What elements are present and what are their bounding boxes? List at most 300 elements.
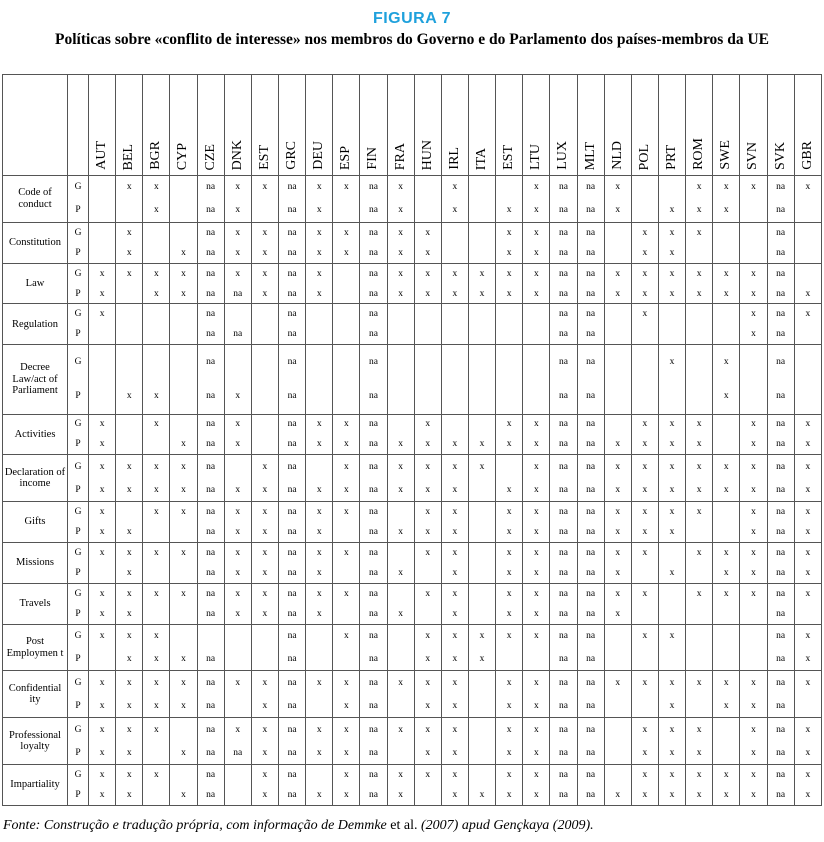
- parliament-value: [713, 434, 739, 454]
- value-cell: [658, 455, 685, 502]
- government-value: [605, 415, 631, 435]
- parliament-value: na: [368, 205, 378, 216]
- value-cell: [713, 304, 740, 345]
- parliament-value: x: [696, 288, 702, 299]
- parliament-value: na: [776, 484, 786, 495]
- parliament-value: [605, 741, 631, 764]
- policy-row: [3, 502, 822, 543]
- parliament-value: x: [235, 608, 241, 619]
- value-cell: [523, 765, 550, 806]
- value-cell: [604, 304, 631, 345]
- parliament-value: na: [776, 439, 786, 450]
- value-cell: [143, 671, 170, 718]
- country-label: GBR: [799, 141, 815, 170]
- government-value: x: [533, 724, 539, 735]
- government-value: [442, 415, 468, 435]
- parliament-value: na: [776, 700, 786, 711]
- parliament-value: x: [452, 608, 458, 619]
- parliament-value: na: [368, 484, 378, 495]
- parliament-value: x: [642, 484, 648, 495]
- government-value: x: [751, 182, 756, 193]
- country-label: ITA: [474, 147, 490, 170]
- value-cell: [143, 222, 170, 263]
- value-cell: [306, 176, 333, 223]
- value-cell: [143, 304, 170, 345]
- government-value: x: [723, 461, 729, 472]
- parliament-value: x: [669, 288, 675, 299]
- country-label: FRA: [392, 142, 408, 170]
- government-value: x: [669, 227, 675, 238]
- value-cell: [251, 671, 278, 718]
- government-marker: G: [74, 724, 82, 735]
- parliament-value: [469, 604, 495, 624]
- figure-title: Políticas sobre «conflito de interesse» nos membros do Governo e do Parlamento dos países-membros da UE: [55, 31, 769, 48]
- row-label: Professional loyalty: [3, 718, 68, 765]
- policy-row: [3, 671, 822, 718]
- country-label: DNK: [229, 139, 245, 170]
- value-cell: [89, 455, 116, 502]
- parliament-value: [469, 563, 495, 583]
- parliament-value: x: [506, 567, 512, 578]
- parliament-value: x: [126, 608, 132, 619]
- parliament-value: [170, 563, 196, 583]
- government-value: x: [669, 419, 675, 430]
- government-value: na: [206, 588, 216, 599]
- government-value: x: [398, 182, 403, 193]
- parliament-value: na: [776, 790, 786, 801]
- value-cell: [496, 414, 523, 455]
- government-value: x: [425, 724, 431, 735]
- government-value: x: [425, 588, 431, 599]
- government-value: x: [99, 309, 105, 320]
- value-cell: [170, 765, 197, 806]
- value-cell: [414, 718, 441, 765]
- value-cell: [550, 414, 577, 455]
- value-cell: [333, 671, 360, 718]
- value-cell: [767, 583, 794, 624]
- parliament-value: na: [558, 567, 568, 578]
- value-cell: [360, 455, 387, 502]
- government-value: na: [558, 182, 568, 193]
- value-cell: [170, 345, 197, 414]
- government-value: [306, 455, 332, 478]
- value-cell: [658, 304, 685, 345]
- government-value: x: [153, 588, 159, 599]
- government-value: x: [343, 631, 349, 642]
- value-cell: [740, 542, 767, 583]
- value-cell: [116, 414, 143, 455]
- value-cell: [306, 455, 333, 502]
- value-cell: [550, 542, 577, 583]
- gp-cell: [68, 414, 89, 455]
- government-value: [740, 345, 766, 379]
- government-value: [306, 304, 332, 324]
- parliament-value: x: [126, 247, 132, 258]
- parliament-value: x: [181, 484, 186, 495]
- parliament-value: x: [805, 653, 811, 664]
- government-value: na: [558, 227, 568, 238]
- row-label: Code of conduct: [3, 176, 68, 223]
- value-cell: [143, 455, 170, 502]
- parliament-value: x: [452, 484, 458, 495]
- value-cell: [496, 718, 523, 765]
- government-value: x: [262, 724, 268, 735]
- parliament-value: [170, 199, 196, 222]
- value-cell: [116, 455, 143, 502]
- parliament-value: [632, 379, 658, 413]
- parliament-value: na: [206, 205, 216, 216]
- government-value: x: [615, 677, 621, 688]
- parliament-value: x: [126, 790, 132, 801]
- parliament-value: x: [805, 439, 811, 450]
- parliament-value: na: [233, 747, 243, 758]
- parliament-value: na: [558, 391, 568, 402]
- parliament-marker: P: [75, 653, 81, 664]
- parliament-value: na: [776, 329, 786, 340]
- parliament-value: [333, 284, 359, 304]
- parliament-value: x: [316, 790, 322, 801]
- parliament-value: [795, 379, 821, 413]
- value-cell: [794, 671, 821, 718]
- parliament-value: [740, 199, 766, 222]
- parliament-value: na: [776, 527, 786, 538]
- parliament-value: na: [368, 247, 378, 258]
- parliament-value: na: [558, 747, 568, 758]
- value-cell: [306, 345, 333, 414]
- parliament-value: x: [533, 205, 539, 216]
- government-value: [415, 345, 441, 379]
- government-value: x: [723, 770, 729, 781]
- government-value: na: [776, 419, 786, 430]
- value-cell: [713, 583, 740, 624]
- value-cell: [713, 176, 740, 223]
- government-value: [170, 765, 196, 785]
- government-value: x: [316, 227, 322, 238]
- government-value: na: [287, 588, 297, 599]
- value-cell: [197, 671, 224, 718]
- value-cell: [197, 263, 224, 304]
- government-value: [659, 176, 685, 199]
- parliament-value: [252, 324, 278, 344]
- parliament-value: [632, 604, 658, 624]
- government-value: na: [368, 309, 378, 320]
- value-cell: [713, 542, 740, 583]
- government-value: x: [506, 724, 512, 735]
- value-cell: [441, 542, 468, 583]
- government-value: [306, 765, 332, 785]
- value-cell: [767, 176, 794, 223]
- government-value: x: [343, 507, 349, 518]
- government-value: na: [558, 677, 568, 688]
- parliament-value: x: [642, 439, 648, 450]
- parliament-marker: P: [75, 329, 81, 340]
- value-cell: [89, 624, 116, 671]
- government-value: [143, 223, 169, 243]
- government-value: na: [287, 309, 297, 320]
- parliament-value: x: [126, 391, 132, 402]
- government-value: x: [153, 677, 159, 688]
- policy-row: [3, 542, 822, 583]
- parliament-value: x: [126, 700, 132, 711]
- government-value: x: [642, 547, 648, 558]
- parliament-value: x: [696, 790, 702, 801]
- country-header: [658, 75, 685, 176]
- parliament-value: x: [235, 439, 241, 450]
- government-value: x: [751, 770, 756, 781]
- government-value: x: [751, 588, 756, 599]
- value-cell: [658, 414, 685, 455]
- government-value: x: [235, 507, 241, 518]
- parliament-value: x: [181, 700, 186, 711]
- government-value: [225, 345, 251, 379]
- government-value: x: [506, 631, 512, 642]
- gp-cell: [68, 718, 89, 765]
- government-value: x: [615, 507, 621, 518]
- parliament-value: x: [751, 567, 756, 578]
- parliament-value: [686, 324, 712, 344]
- policy-row: [3, 304, 822, 345]
- government-value: na: [368, 770, 378, 781]
- government-value: x: [99, 507, 105, 518]
- value-cell: [767, 624, 794, 671]
- gp-cell: [68, 304, 89, 345]
- government-value: x: [751, 724, 756, 735]
- government-value: x: [696, 547, 702, 558]
- value-cell: [278, 176, 305, 223]
- value-cell: [496, 345, 523, 414]
- government-value: [170, 223, 196, 243]
- value-cell: [631, 345, 658, 414]
- parliament-value: x: [343, 439, 349, 450]
- value-cell: [170, 718, 197, 765]
- government-value: x: [642, 588, 648, 599]
- government-value: x: [452, 547, 458, 558]
- value-cell: [306, 414, 333, 455]
- value-cell: [333, 304, 360, 345]
- value-cell: [278, 263, 305, 304]
- government-value: [605, 304, 631, 324]
- parliament-value: x: [262, 608, 268, 619]
- government-value: na: [586, 357, 596, 368]
- government-marker: G: [74, 461, 82, 472]
- parliament-value: x: [262, 700, 268, 711]
- government-value: x: [452, 677, 458, 688]
- government-marker: G: [74, 631, 82, 642]
- parliament-value: [225, 785, 251, 805]
- value-cell: [170, 583, 197, 624]
- value-cell: [170, 542, 197, 583]
- value-cell: [740, 263, 767, 304]
- country-label: ROM: [691, 138, 707, 170]
- parliament-value: x: [696, 439, 702, 450]
- parliament-value: x: [181, 439, 186, 450]
- government-value: na: [368, 419, 378, 430]
- government-value: [388, 502, 414, 522]
- parliament-value: na: [368, 329, 378, 340]
- government-value: [496, 304, 522, 324]
- parliament-value: x: [343, 247, 349, 258]
- parliament-value: na: [287, 527, 297, 538]
- value-cell: [794, 624, 821, 671]
- parliament-value: na: [368, 790, 378, 801]
- government-value: x: [751, 677, 756, 688]
- value-cell: [740, 502, 767, 543]
- parliament-value: x: [235, 391, 241, 402]
- parliament-value: [442, 324, 468, 344]
- parliament-value: x: [506, 247, 512, 258]
- government-value: x: [99, 461, 105, 472]
- value-cell: [387, 765, 414, 806]
- value-cell: [414, 671, 441, 718]
- parliament-value: x: [262, 747, 268, 758]
- parliament-value: na: [206, 329, 216, 340]
- government-value: x: [642, 677, 648, 688]
- parliament-value: x: [506, 288, 512, 299]
- parliament-value: x: [452, 288, 458, 299]
- value-cell: [251, 345, 278, 414]
- government-value: [469, 345, 495, 379]
- value-cell: [224, 345, 251, 414]
- government-value: x: [99, 770, 105, 781]
- parliament-value: x: [723, 484, 729, 495]
- government-value: na: [368, 182, 378, 193]
- value-cell: [496, 765, 523, 806]
- government-value: x: [235, 268, 241, 279]
- parliament-value: x: [262, 790, 268, 801]
- parliament-value: x: [262, 288, 268, 299]
- parliament-value: [496, 379, 522, 413]
- value-cell: [631, 414, 658, 455]
- parliament-value: [713, 324, 739, 344]
- government-value: na: [558, 357, 568, 368]
- parliament-value: [496, 648, 522, 671]
- parliament-value: x: [99, 747, 105, 758]
- gp-header-cell: [68, 75, 89, 176]
- parliament-value: na: [287, 567, 297, 578]
- government-value: na: [287, 547, 297, 558]
- value-cell: [116, 542, 143, 583]
- parliament-value: [605, 694, 631, 717]
- parliament-value: [116, 284, 142, 304]
- value-cell: [686, 624, 713, 671]
- policy-row: [3, 765, 822, 806]
- parliament-value: x: [398, 247, 403, 258]
- government-value: [415, 176, 441, 199]
- value-cell: [604, 502, 631, 543]
- parliament-value: na: [368, 747, 378, 758]
- value-cell: [496, 304, 523, 345]
- value-cell: [468, 176, 495, 223]
- value-cell: [794, 176, 821, 223]
- parliament-value: na: [287, 484, 297, 495]
- value-cell: [170, 624, 197, 671]
- government-value: x: [99, 631, 105, 642]
- government-value: [469, 223, 495, 243]
- government-value: na: [368, 507, 378, 518]
- value-cell: [686, 502, 713, 543]
- value-cell: [414, 542, 441, 583]
- parliament-value: [388, 379, 414, 413]
- parliament-value: na: [776, 608, 786, 619]
- value-cell: [631, 765, 658, 806]
- parliament-value: x: [398, 527, 403, 538]
- country-header: [251, 75, 278, 176]
- government-value: x: [805, 588, 811, 599]
- parliament-value: na: [368, 567, 378, 578]
- government-value: x: [398, 268, 403, 279]
- parliament-value: x: [99, 527, 105, 538]
- parliament-value: [795, 243, 821, 263]
- value-cell: [387, 542, 414, 583]
- government-value: x: [533, 419, 539, 430]
- parliament-value: x: [723, 391, 729, 402]
- value-cell: [441, 222, 468, 263]
- government-value: x: [669, 677, 675, 688]
- value-cell: [251, 414, 278, 455]
- parliament-value: [713, 243, 739, 263]
- value-cell: [278, 455, 305, 502]
- government-value: [388, 415, 414, 435]
- value-cell: [767, 345, 794, 414]
- value-cell: [116, 304, 143, 345]
- parliament-value: [333, 199, 359, 222]
- parliament-value: [415, 199, 441, 222]
- parliament-value: [469, 324, 495, 344]
- government-value: x: [506, 547, 512, 558]
- parliament-value: x: [479, 790, 485, 801]
- government-value: x: [696, 268, 702, 279]
- parliament-value: [686, 648, 712, 671]
- country-label: SVK: [772, 141, 788, 170]
- government-value: [225, 625, 251, 648]
- government-value: x: [669, 724, 675, 735]
- government-value: na: [558, 507, 568, 518]
- government-value: na: [287, 268, 297, 279]
- parliament-value: x: [99, 608, 105, 619]
- government-value: [605, 765, 631, 785]
- parliament-value: [740, 648, 766, 671]
- parliament-value: [415, 379, 441, 413]
- government-value: [469, 543, 495, 563]
- parliament-value: na: [558, 288, 568, 299]
- government-value: na: [287, 724, 297, 735]
- government-value: x: [533, 227, 539, 238]
- country-header: [468, 75, 495, 176]
- value-cell: [686, 718, 713, 765]
- value-cell: [550, 583, 577, 624]
- government-value: [170, 176, 196, 199]
- government-value: x: [506, 419, 512, 430]
- government-value: [143, 345, 169, 379]
- value-cell: [794, 502, 821, 543]
- parliament-value: x: [316, 288, 322, 299]
- value-cell: [143, 624, 170, 671]
- government-value: [686, 625, 712, 648]
- value-cell: [713, 624, 740, 671]
- parliament-value: x: [805, 790, 811, 801]
- value-cell: [116, 222, 143, 263]
- value-cell: [333, 222, 360, 263]
- country-header: [197, 75, 224, 176]
- parliament-value: [388, 741, 414, 764]
- government-value: [523, 345, 549, 379]
- government-value: [632, 345, 658, 379]
- parliament-value: x: [126, 747, 132, 758]
- value-cell: [414, 345, 441, 414]
- value-cell: [468, 345, 495, 414]
- parliament-value: x: [669, 527, 675, 538]
- country-header: [278, 75, 305, 176]
